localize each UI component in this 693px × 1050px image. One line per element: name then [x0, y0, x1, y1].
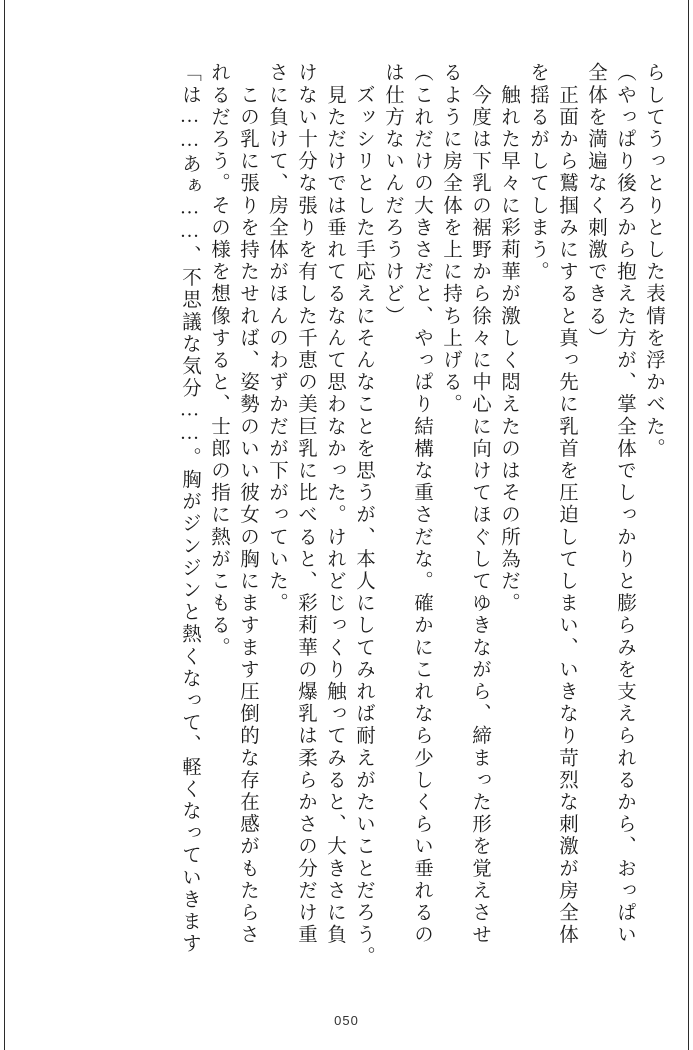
text-line: けない十分な張りを有した千恵の美巨乳に比べると、彩莉華の爆乳は柔らかさの分だけ重: [295, 62, 316, 946]
text-line: （やっぱり後ろから抱えた方が、掌全体でしっかりと膨らみを支えられるから、おっぱい: [614, 62, 635, 946]
text-line: れるだろう。その様を想像すると、士郎の指に熱がこもる。: [208, 62, 229, 659]
text-line: を揺るがしてしまう。: [527, 62, 548, 283]
text-line: 「は……あぁ……、不思議な気分……。胸がジンジンと熱くなって、軽くなっていきます: [179, 62, 200, 955]
text-line: 正面から鷲掴みにすると真っ先に乳首を圧迫してしまい、いきなり苛烈な刺激が房全体: [556, 62, 577, 946]
text-line: さに負けて、房全体がほんのわずかだが下がっていた。: [266, 62, 287, 615]
text-line: ズッシリとした手応えにそんなことを思うが、本人にしてみれば耐えがたいことだろう。: [353, 62, 374, 969]
page-edge-line-right: [688, 0, 689, 1050]
text-line: 触れた早々に彩莉華が激しく悶えたのはその所為だ。: [498, 62, 519, 615]
text-line: らしてうっとりとした表情を浮かべた。: [643, 62, 664, 460]
text-line: 全体を満遍なく刺激できる）: [585, 62, 606, 350]
text-line: （これだけの大きさだと、やっぱり結構な重さだな。確かにこれなら少しくらい垂れるの: [411, 62, 432, 946]
text-line: は仕方ないんだろうけど）: [382, 62, 403, 328]
text-line: 今度は下乳の裾野から徐々に中心に向けてほぐしてゆきながら、締まった形を覚えさせ: [469, 62, 490, 946]
vertical-text-block: [30, 62, 663, 992]
text-line: るように房全体を上に持ち上げる。: [440, 62, 461, 416]
text-line: 見ただけでは垂れてるなんて思わなかった。けれどじっくり触ってみると、大きさに負: [324, 62, 345, 946]
page-number: 050: [334, 1013, 359, 1028]
page-edge-line-left: [4, 0, 5, 1050]
text-line: この乳に張りを持たせれば、姿勢のいい彼女の胸にますます圧倒的な存在感がもたらさ: [237, 62, 258, 946]
